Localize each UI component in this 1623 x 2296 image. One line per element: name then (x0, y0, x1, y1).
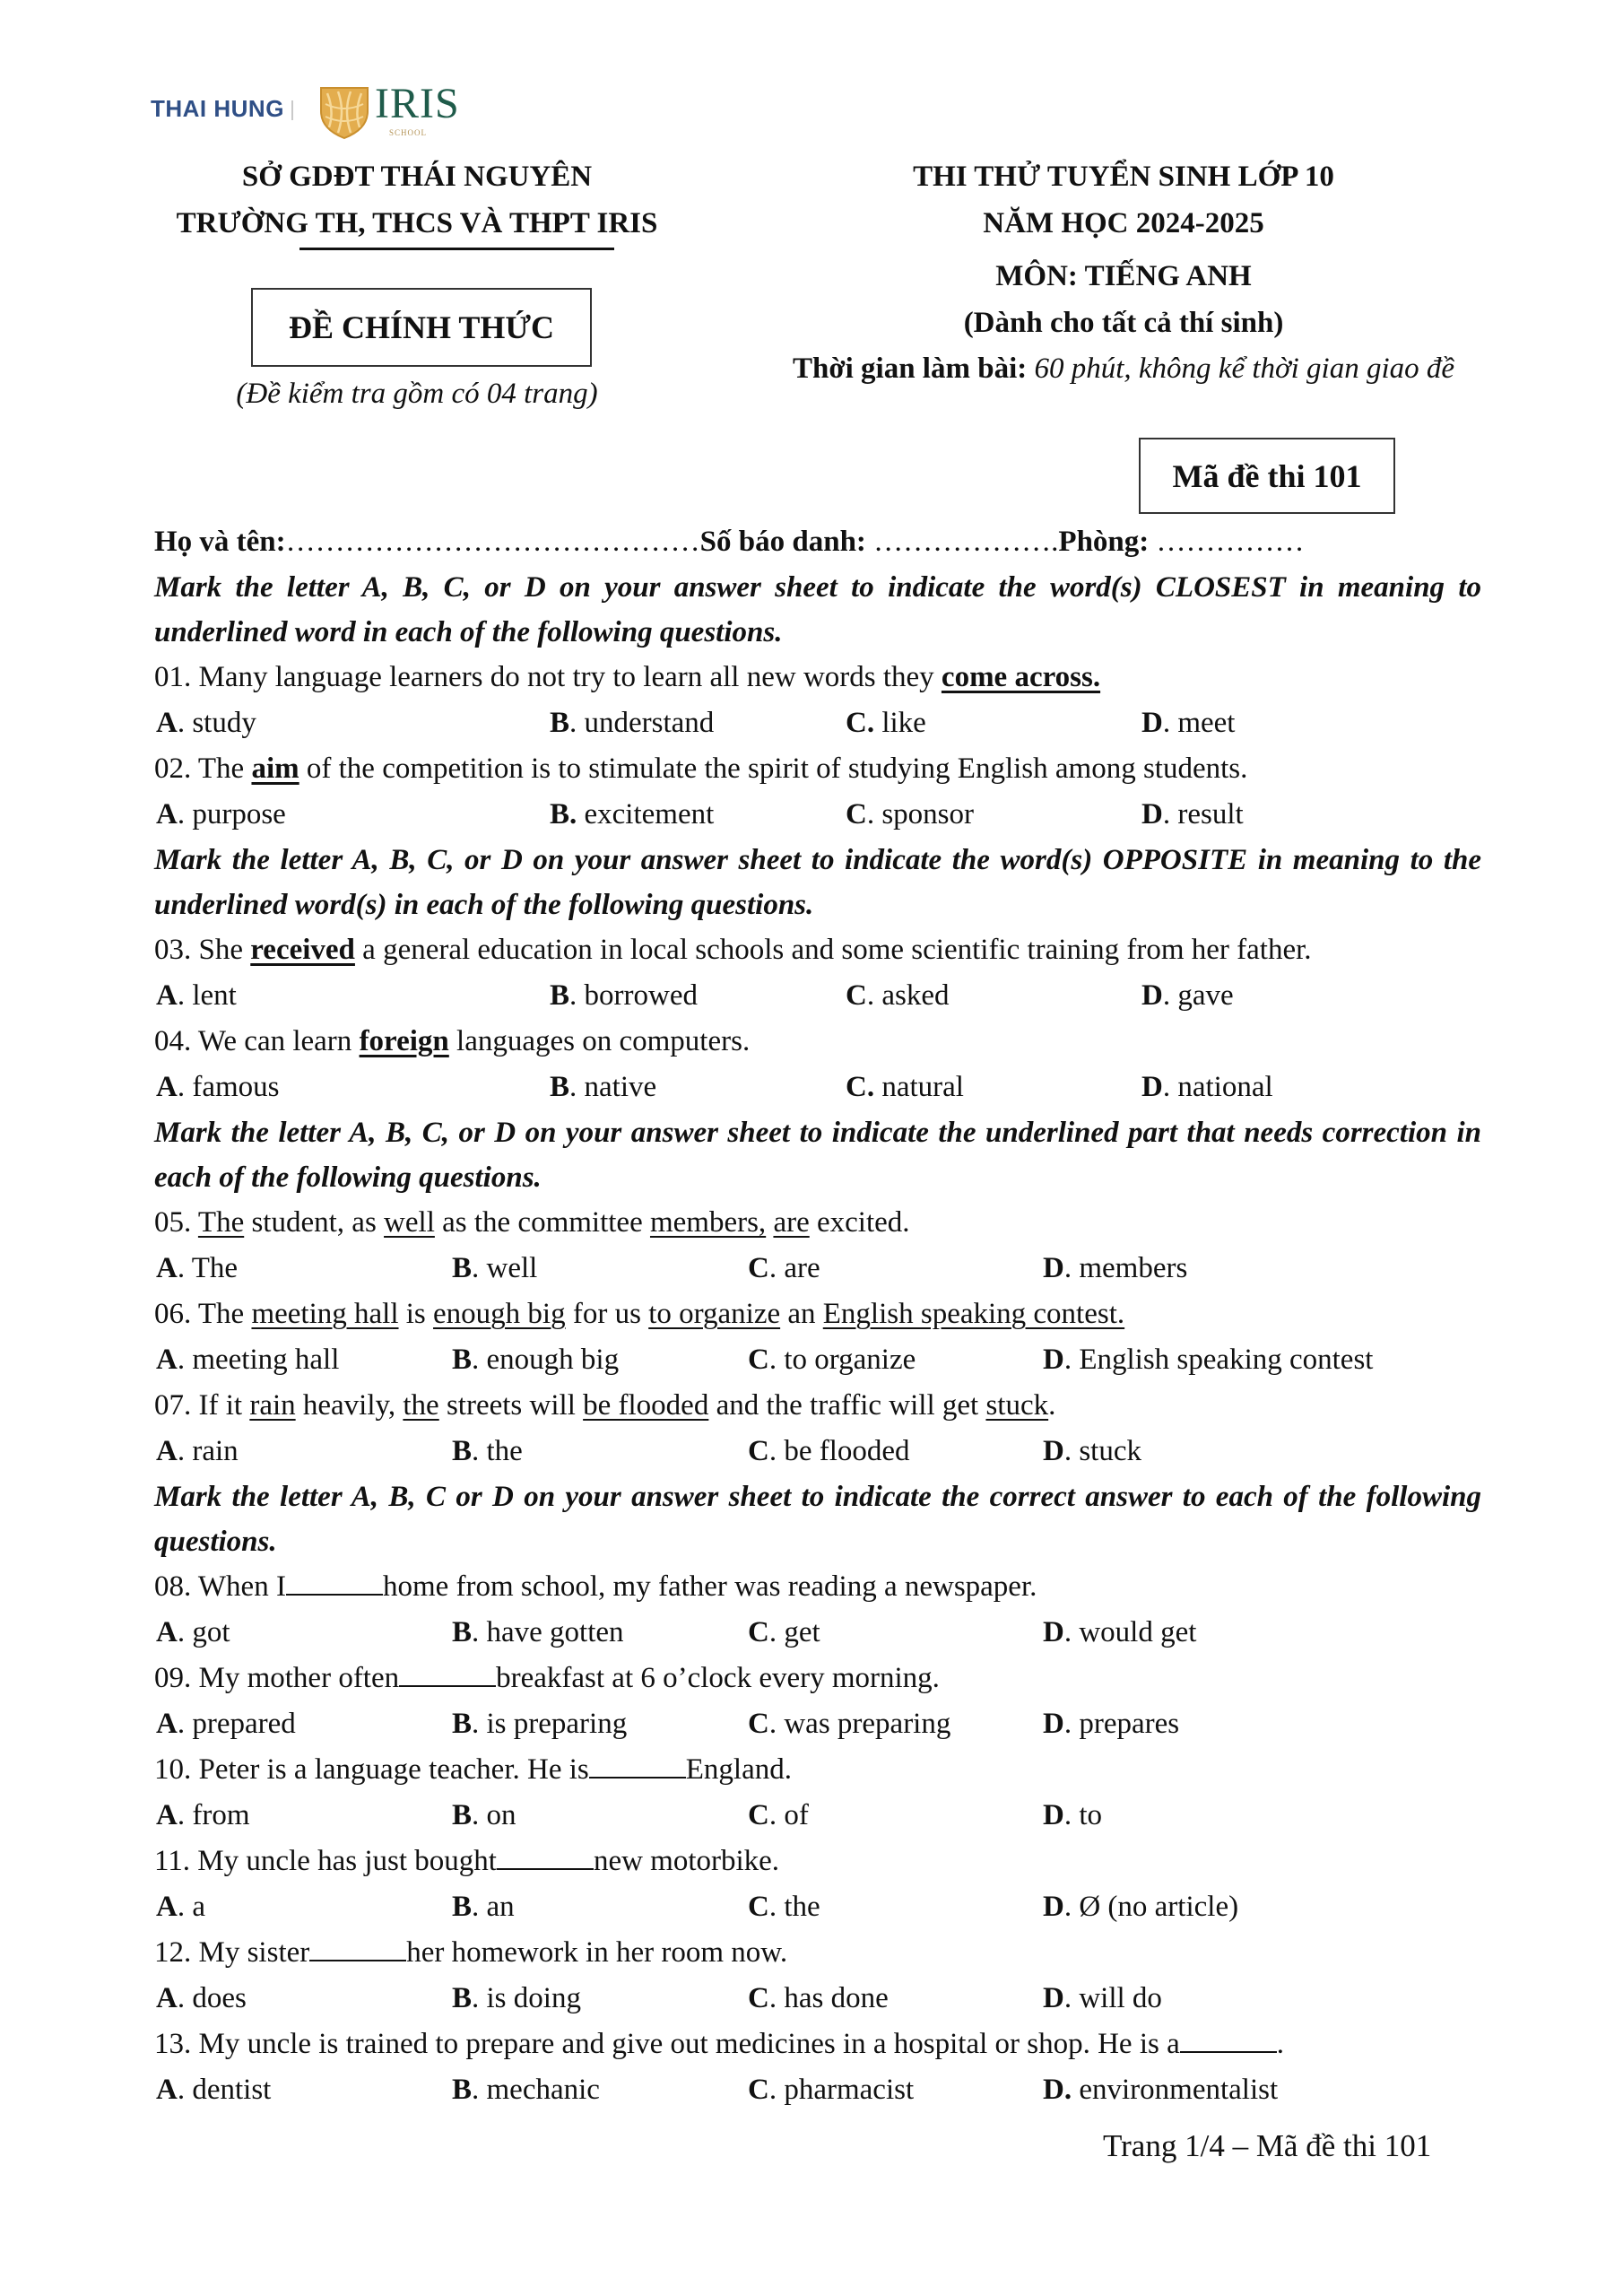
question-02 (154, 746, 1481, 792)
question-text: England. (685, 1753, 792, 1786)
room-label: Phòng: (1058, 526, 1150, 558)
answer-option[interactable] (156, 792, 286, 838)
answer-option[interactable] (1043, 1976, 1162, 2022)
option-text: . meet (1162, 707, 1236, 739)
underlined-word: foreign (359, 1025, 449, 1057)
option-letter: A (156, 1435, 178, 1467)
question-number: 13. (154, 2028, 192, 2060)
options-04 (154, 1065, 1481, 1110)
answer-option[interactable] (1043, 1610, 1196, 1656)
option-text: . on (472, 1799, 516, 1831)
option-text: . have gotten (472, 1616, 624, 1648)
option-text: . enough big (472, 1344, 620, 1376)
answer-option[interactable] (1043, 1337, 1373, 1383)
underlined-word: aim (251, 752, 299, 785)
option-text: . got (177, 1616, 230, 1648)
answer-option[interactable] (846, 973, 949, 1019)
answer-option[interactable] (156, 2067, 271, 2113)
option-letter: D. (1043, 2074, 1072, 2106)
question-text: her homework in her room now. (406, 1936, 788, 1969)
option-text: . get (768, 1616, 820, 1648)
answer-option[interactable] (748, 1701, 950, 1747)
page-footer: Trang 1/4 – Mã đề thi 101 (1103, 2128, 1432, 2163)
option-letter: B (452, 1799, 473, 1831)
exam-body (154, 518, 1481, 2113)
section-instruction: Mark the letter A, B, C, or D on your answer sheet to indicate the word(s) CLOSEST in meaning to underlined word in each of the following questions. (154, 571, 1481, 648)
answer-option[interactable] (452, 1793, 516, 1839)
school-title: TRƯỜNG TH, THCS VÀ THPT IRIS (176, 207, 658, 239)
option-letter: A (156, 798, 178, 831)
options-10 (154, 1793, 1481, 1839)
answer-option[interactable] (1141, 973, 1234, 1019)
section-instruction: Mark the letter A, B, C or D on your answer sheet to indicate the correct answer to each of the following questions. (154, 1481, 1481, 1558)
header-divider (299, 248, 614, 250)
option-letter: B (452, 1891, 473, 1923)
answer-option[interactable] (1141, 1065, 1273, 1110)
question-text: If it (191, 1389, 250, 1422)
option-text: . meeting hall (177, 1344, 340, 1376)
option-letter: D (1043, 1799, 1064, 1831)
answer-option[interactable] (156, 1429, 239, 1474)
option-text: . gave (1162, 979, 1234, 1012)
option-text: . from (177, 1799, 250, 1831)
option-text: . study (177, 707, 256, 739)
question-number: 12. (154, 1936, 192, 1969)
option-letter: D (1043, 1708, 1064, 1740)
question-number: 01. (154, 661, 192, 693)
option-text: . be flooded (768, 1435, 910, 1467)
answer-option[interactable] (452, 1976, 581, 2022)
underlined-part: to organize (648, 1298, 781, 1330)
option-letter: D (1043, 1344, 1064, 1376)
option-letter: B (452, 1435, 473, 1467)
question-text: She (191, 934, 251, 966)
underlined-part: stuck (985, 1389, 1049, 1422)
option-letter: C (846, 798, 867, 831)
options-09 (154, 1701, 1481, 1747)
option-text: . well (472, 1252, 538, 1284)
answer-option[interactable] (550, 1065, 656, 1110)
question-text: My sister (191, 1936, 310, 1969)
option-letter: D (1043, 1252, 1064, 1284)
answer-option[interactable] (1043, 1429, 1141, 1474)
option-text: like (874, 707, 926, 739)
option-letter: C. (846, 1071, 875, 1103)
option-letter: A (156, 1616, 178, 1648)
answer-option[interactable] (748, 1246, 820, 1292)
option-letter: A (156, 1071, 178, 1103)
iris-shield-icon (318, 84, 370, 140)
options-08 (154, 1610, 1481, 1656)
answer-option[interactable] (156, 1884, 205, 1930)
answer-option[interactable] (550, 792, 714, 838)
options-01 (154, 700, 1481, 746)
option-text: . will do (1063, 1982, 1162, 2014)
question-text: languages on computers. (448, 1025, 751, 1057)
question-text: new motorbike. (593, 1845, 780, 1877)
question-text: My uncle is trained to prepare and give out medicines in a hospital or shop. He is a (191, 2028, 1180, 2060)
answer-option[interactable] (748, 1610, 820, 1656)
answer-option[interactable] (846, 700, 926, 746)
option-text: . has done (768, 1982, 889, 2014)
option-letter: D (1043, 1891, 1064, 1923)
option-text: . pharmacist (768, 2074, 915, 2106)
option-letter: D (1043, 1982, 1064, 2014)
answer-option[interactable] (156, 1337, 339, 1383)
answer-option[interactable] (452, 1610, 624, 1656)
option-text: excitement (577, 798, 715, 831)
student-info-line (154, 518, 1481, 565)
option-letter: D (1141, 1071, 1163, 1103)
section-instruction: Mark the letter A, B, C, or D on your answer sheet to indicate the word(s) OPPOSITE in meaning to the underlined word(s) in each of the following questions. (154, 844, 1481, 921)
question-text: as the committee (434, 1206, 650, 1239)
option-letter: D (1043, 1435, 1064, 1467)
answer-option[interactable] (748, 1337, 916, 1383)
answer-option[interactable] (748, 1429, 910, 1474)
option-text: . national (1162, 1071, 1273, 1103)
option-letter: B (550, 707, 570, 739)
answer-blank[interactable] (309, 1933, 406, 1961)
answer-option[interactable] (1043, 1246, 1187, 1292)
question-text: The (191, 1298, 252, 1330)
question-09 (154, 1656, 1481, 1701)
answer-option[interactable] (156, 1793, 250, 1839)
answer-option[interactable] (846, 1065, 964, 1110)
question-text: breakfast at 6 o’clock every morning. (496, 1662, 940, 1694)
official-exam-box (251, 288, 592, 367)
answer-option[interactable] (452, 1701, 627, 1747)
option-letter: A (156, 707, 178, 739)
time-value: 60 phút, không kể thời gian giao đề (1034, 352, 1455, 385)
option-text: . of (768, 1799, 809, 1831)
exam-code: Mã đề thi 101 (1172, 457, 1362, 494)
option-letter: C (748, 1344, 769, 1376)
question-text: and the traffic will get (708, 1389, 986, 1422)
question-text: The (191, 752, 252, 785)
option-letter: A (156, 1344, 178, 1376)
options-03 (154, 973, 1481, 1019)
question-text: for us (565, 1298, 649, 1330)
answer-option[interactable] (156, 1976, 247, 2022)
option-text: . dentist (177, 2074, 272, 2106)
answer-option[interactable] (156, 1610, 230, 1656)
question-08 (154, 1564, 1481, 1610)
option-letter: A (156, 979, 178, 1012)
name-label: Họ và tên: (154, 526, 286, 558)
question-number: 11. (154, 1845, 191, 1877)
answer-blank[interactable] (1180, 2024, 1277, 2053)
answer-option[interactable] (1043, 1884, 1238, 1930)
department-title: SỞ GDĐT THÁI NGUYÊN (241, 161, 593, 193)
option-letter: D (1043, 1616, 1064, 1648)
question-03 (154, 927, 1481, 973)
option-text: . purpose (177, 798, 286, 831)
option-text: . borrowed (569, 979, 698, 1012)
option-text: . is preparing (472, 1708, 628, 1740)
question-number: 04. (154, 1025, 192, 1057)
answer-blank[interactable] (399, 1658, 496, 1687)
candidate-number-field[interactable]: ………………. (865, 526, 1059, 558)
question-text: My uncle has just bought (190, 1845, 497, 1877)
question-text: Many language learners do not try to learn all new words they (191, 661, 942, 693)
answer-option[interactable] (1043, 2067, 1278, 2113)
underlined-part: The (197, 1206, 245, 1239)
option-letter: B (452, 2074, 473, 2106)
question-number: 03. (154, 934, 192, 966)
question-07 (154, 1383, 1481, 1429)
question-text: . (1276, 2028, 1284, 2060)
option-text: environmentalist (1072, 2074, 1279, 2106)
option-text: . asked (866, 979, 950, 1012)
answer-option[interactable] (550, 973, 698, 1019)
question-12 (154, 1930, 1481, 1976)
option-letter: C (748, 1252, 769, 1284)
option-text: . Ø (no article) (1063, 1891, 1239, 1923)
underlined-part: enough big (433, 1298, 566, 1330)
underlined-part: rain (249, 1389, 296, 1422)
option-letter: A (156, 1891, 178, 1923)
option-text: . the (768, 1891, 820, 1923)
question-number: 07. (154, 1389, 192, 1422)
question-text: My mother often (191, 1662, 400, 1694)
option-text: . to organize (768, 1344, 916, 1376)
question-number: 08. (154, 1570, 192, 1603)
answer-option[interactable] (452, 2067, 600, 2113)
option-letter: C (748, 2074, 769, 2106)
question-01 (154, 655, 1481, 700)
answer-option[interactable] (846, 792, 974, 838)
question-text: heavily, (295, 1389, 404, 1422)
option-text: . a (177, 1891, 205, 1923)
option-text: . mechanic (472, 2074, 600, 2106)
option-letter: B (452, 1708, 473, 1740)
answer-option[interactable] (748, 1793, 809, 1839)
option-letter: A (156, 1708, 178, 1740)
answer-option[interactable] (452, 1337, 619, 1383)
answer-option[interactable] (1141, 792, 1244, 838)
question-06 (154, 1292, 1481, 1337)
question-text: of the competition is to stimulate the spirit of studying English among students. (299, 752, 1248, 785)
underlined-part: well (384, 1206, 435, 1239)
exam-title: THI THỬ TUYỂN SINH LỚP 10 (913, 161, 1334, 193)
option-letter: C (748, 1435, 769, 1467)
answer-option[interactable] (156, 973, 237, 1019)
option-letter: D (1141, 979, 1163, 1012)
option-text: . prepares (1063, 1708, 1180, 1740)
official-exam-label: ĐỀ CHÍNH THỨC (288, 309, 555, 345)
answer-blank[interactable] (589, 1750, 686, 1779)
option-text: . famous (177, 1071, 280, 1103)
options-07 (154, 1429, 1481, 1474)
option-letter: C (748, 1799, 769, 1831)
option-text: . is doing (472, 1982, 581, 2014)
option-text: . does (177, 1982, 247, 2014)
option-letter: B (452, 1616, 473, 1648)
answer-blank[interactable] (286, 1567, 383, 1596)
option-letter: B (550, 1071, 570, 1103)
options-06 (154, 1337, 1481, 1383)
answer-option[interactable] (156, 1246, 238, 1292)
option-text: . the (472, 1435, 523, 1467)
candidate-number-label: Số báo danh: (699, 526, 866, 558)
question-text: When I (191, 1570, 286, 1603)
iris-logo-subtext: SCHOOL (389, 128, 428, 137)
answer-option[interactable] (156, 1065, 280, 1110)
option-text: . was preparing (768, 1708, 951, 1740)
answer-option[interactable] (452, 1429, 523, 1474)
option-letter: C (846, 979, 867, 1012)
option-text: . would get (1063, 1616, 1197, 1648)
option-text: . rain (177, 1435, 239, 1467)
underlined-part: are (773, 1206, 810, 1239)
options-02 (154, 792, 1481, 838)
question-05 (154, 1200, 1481, 1246)
time-allowed (793, 351, 1454, 387)
option-text: . English speaking contest (1063, 1344, 1374, 1376)
room-field[interactable]: …………… (1149, 526, 1305, 558)
question-text: . (1048, 1389, 1056, 1422)
question-13 (154, 2022, 1481, 2067)
question-text: Peter is a language teacher. He is (191, 1753, 589, 1786)
answer-blank[interactable] (497, 1841, 594, 1870)
option-text: . result (1162, 798, 1244, 831)
option-letter: B (452, 1252, 473, 1284)
options-13 (154, 2067, 1481, 2113)
answer-option[interactable] (452, 1884, 515, 1930)
answer-option[interactable] (1043, 1793, 1102, 1839)
underlined-word: come across. (941, 661, 1101, 693)
option-letter: B (452, 1982, 473, 2014)
answer-option[interactable] (748, 1884, 820, 1930)
answer-option[interactable] (748, 1976, 889, 2022)
name-field[interactable]: …………………………………… (285, 526, 700, 558)
option-text: . members (1063, 1252, 1188, 1284)
option-letter: C (748, 1982, 769, 2014)
option-letter: A (156, 2074, 178, 2106)
option-text: . are (768, 1252, 820, 1284)
answer-option[interactable] (550, 700, 714, 746)
option-text: . understand (569, 707, 715, 739)
question-text: We can learn (191, 1025, 360, 1057)
underlined-part: meeting hall (251, 1298, 399, 1330)
options-12 (154, 1976, 1481, 2022)
answer-option[interactable] (156, 1701, 296, 1747)
answer-option[interactable] (452, 1246, 537, 1292)
question-text: an (780, 1298, 823, 1330)
option-letter: B (550, 979, 570, 1012)
option-letter: C (748, 1708, 769, 1740)
audience-note: (Dành cho tất cả thí sinh) (963, 307, 1284, 339)
option-letter: A (156, 1799, 178, 1831)
option-text: . to (1063, 1799, 1103, 1831)
answer-option[interactable] (1141, 700, 1235, 746)
time-label: Thời gian làm bài: (792, 352, 1028, 385)
school-year: NĂM HỌC 2024-2025 (983, 207, 1264, 239)
option-letter: B (452, 1344, 473, 1376)
option-letter: B. (550, 798, 577, 831)
question-text: a general education in local schools and some scientific training from her father. (354, 934, 1312, 966)
option-text: . lent (177, 979, 237, 1012)
options-05 (154, 1246, 1481, 1292)
option-text: . native (569, 1071, 657, 1103)
option-letter: D (1141, 707, 1163, 739)
subject-title: MÔN: TIẾNG ANH (995, 260, 1252, 292)
option-text: . stuck (1063, 1435, 1142, 1467)
option-letter: C (748, 1616, 769, 1648)
question-text: home from school, my father was reading a newspaper. (382, 1570, 1037, 1603)
option-text: natural (874, 1071, 964, 1103)
option-text: . prepared (177, 1708, 296, 1740)
answer-option[interactable] (156, 700, 256, 746)
thai-hung-logo-text: THAI HUNG (151, 95, 284, 122)
section-instruction: Mark the letter A, B, C, or D on your answer sheet to indicate the underlined part that needs correction in each of the following questions. (154, 1117, 1481, 1194)
question-number: 09. (154, 1662, 192, 1694)
option-letter: C. (846, 707, 875, 739)
underlined-part: members, (649, 1206, 767, 1239)
answer-option[interactable] (1043, 1701, 1179, 1747)
exam-code-box (1139, 438, 1395, 514)
iris-logo-text: IRIS (375, 80, 460, 127)
question-text: student, as (244, 1206, 385, 1239)
question-text (191, 1206, 198, 1239)
question-number: 06. (154, 1298, 192, 1330)
question-text: is (398, 1298, 434, 1330)
option-letter: A (156, 1982, 178, 2014)
option-text: . sponsor (866, 798, 975, 831)
underlined-part: English speaking contest. (822, 1298, 1125, 1330)
underlined-part: be flooded (583, 1389, 709, 1422)
question-number: 10. (154, 1753, 192, 1786)
option-text: . an (472, 1891, 515, 1923)
answer-option[interactable] (748, 2067, 914, 2113)
question-number: 05. (154, 1206, 192, 1239)
logo-divider (291, 100, 293, 120)
question-text: streets will (438, 1389, 584, 1422)
underlined-word: received (250, 934, 355, 966)
question-10 (154, 1747, 1481, 1793)
page-count-note: (Đề kiểm tra gồm có 04 trang) (236, 378, 598, 410)
question-number: 02. (154, 752, 192, 785)
question-11 (154, 1839, 1481, 1884)
underlined-part: the (403, 1389, 439, 1422)
option-letter: C (748, 1891, 769, 1923)
option-letter: D (1141, 798, 1163, 831)
options-11 (154, 1884, 1481, 1930)
option-text: . The (177, 1252, 239, 1284)
question-text: excited. (809, 1206, 910, 1239)
option-letter: A (156, 1252, 178, 1284)
question-04 (154, 1019, 1481, 1065)
